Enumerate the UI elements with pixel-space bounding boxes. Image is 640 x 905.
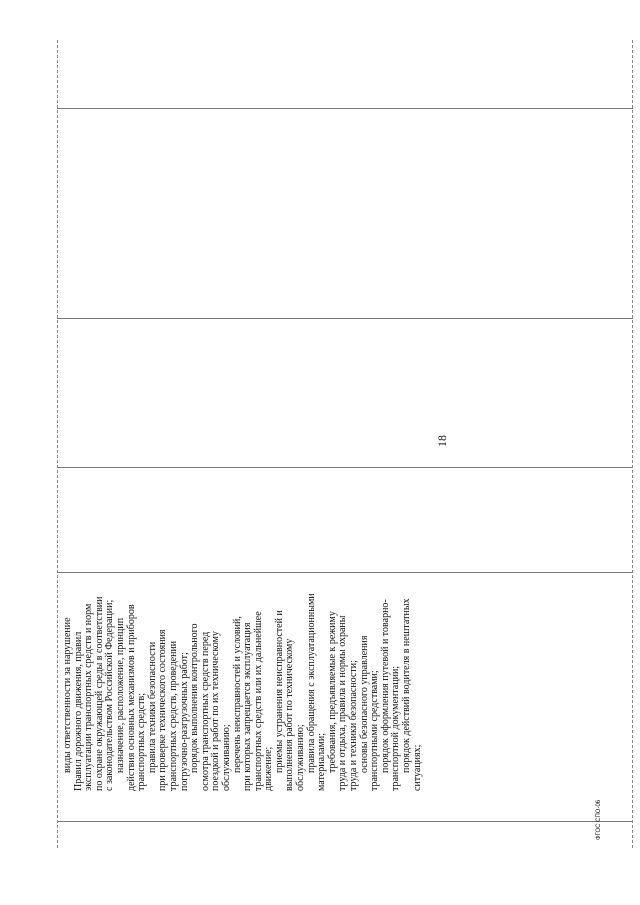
content-line: порядок действий водителя в нештатных (401, 598, 412, 773)
content-line: поездкой и работ по их техническому (210, 631, 222, 791)
content-line: по охране окружающей среды в соответствии (93, 596, 105, 791)
content-line: порядок оформления путевой и товарно- (379, 599, 391, 773)
content-line: труда и техники безопасности; (348, 660, 360, 791)
content-line: движение; (263, 746, 275, 791)
content-line: эксплуатации транспортных средств и норм (83, 603, 95, 791)
content-line: транспортных средств или их дальнейшее (252, 611, 264, 791)
table-column-hours-class (57, 318, 633, 467)
content-line: выполнения работ по техническому (284, 638, 296, 791)
content-line: при проверке технического состояния (157, 629, 169, 791)
content-line: правила техники безопасности (146, 641, 158, 773)
content-line: транспортной документации; (390, 665, 402, 791)
content-line: ситуациях; (411, 744, 423, 791)
content-line: приемы устранения неисправностей и (273, 610, 285, 773)
requirements-list (63, 551, 423, 791)
content-line: действия основных механизмов и приборов (125, 604, 137, 791)
table-column-hours-max (57, 467, 633, 572)
content-line: обслуживанию; (295, 724, 307, 791)
content-line: осмотра транспортных средств перед (199, 631, 211, 791)
document-footer: ФГОС СПО-06 (596, 799, 602, 840)
table-bottom-border (632, 40, 633, 848)
content-line: виды ответственности за нарушение (62, 617, 73, 773)
content-line: при которых запрещается эксплуатация (242, 622, 254, 791)
content-line: требования, предъявляемые к режиму (326, 611, 338, 773)
table-column-content (57, 572, 633, 822)
content-line: материалами; (316, 732, 328, 791)
content-line: порядок выполнения контрольного (189, 623, 201, 773)
table-column-discipline (57, 108, 633, 318)
content-line: с законодательством Российской Федерации; (104, 599, 116, 791)
content-line: Правил дорожного движения, правил (72, 631, 84, 791)
content-line: перечень неисправностей и условий, (231, 616, 243, 773)
content-line: обслуживанию; (220, 724, 232, 791)
table-column-competences (57, 40, 633, 108)
content-line: транспортных средств, проведении (167, 640, 179, 791)
content-line: основы безопасного управления (358, 635, 370, 773)
rotated-table-page (57, 40, 633, 848)
content-line: труда и отдыха, правила и нормы охраны (337, 615, 349, 791)
table-top-border (57, 40, 58, 848)
content-line: правила обращения с эксплуатационными (305, 593, 317, 773)
content-line: транспортных средств; (136, 692, 148, 791)
page-number: 18 (435, 435, 449, 447)
content-line: погрузочно-разгрузочных работ; (178, 652, 190, 791)
content-line: назначение, расположение, принцип (114, 617, 126, 773)
content-line: транспортными средствами; (369, 670, 381, 791)
